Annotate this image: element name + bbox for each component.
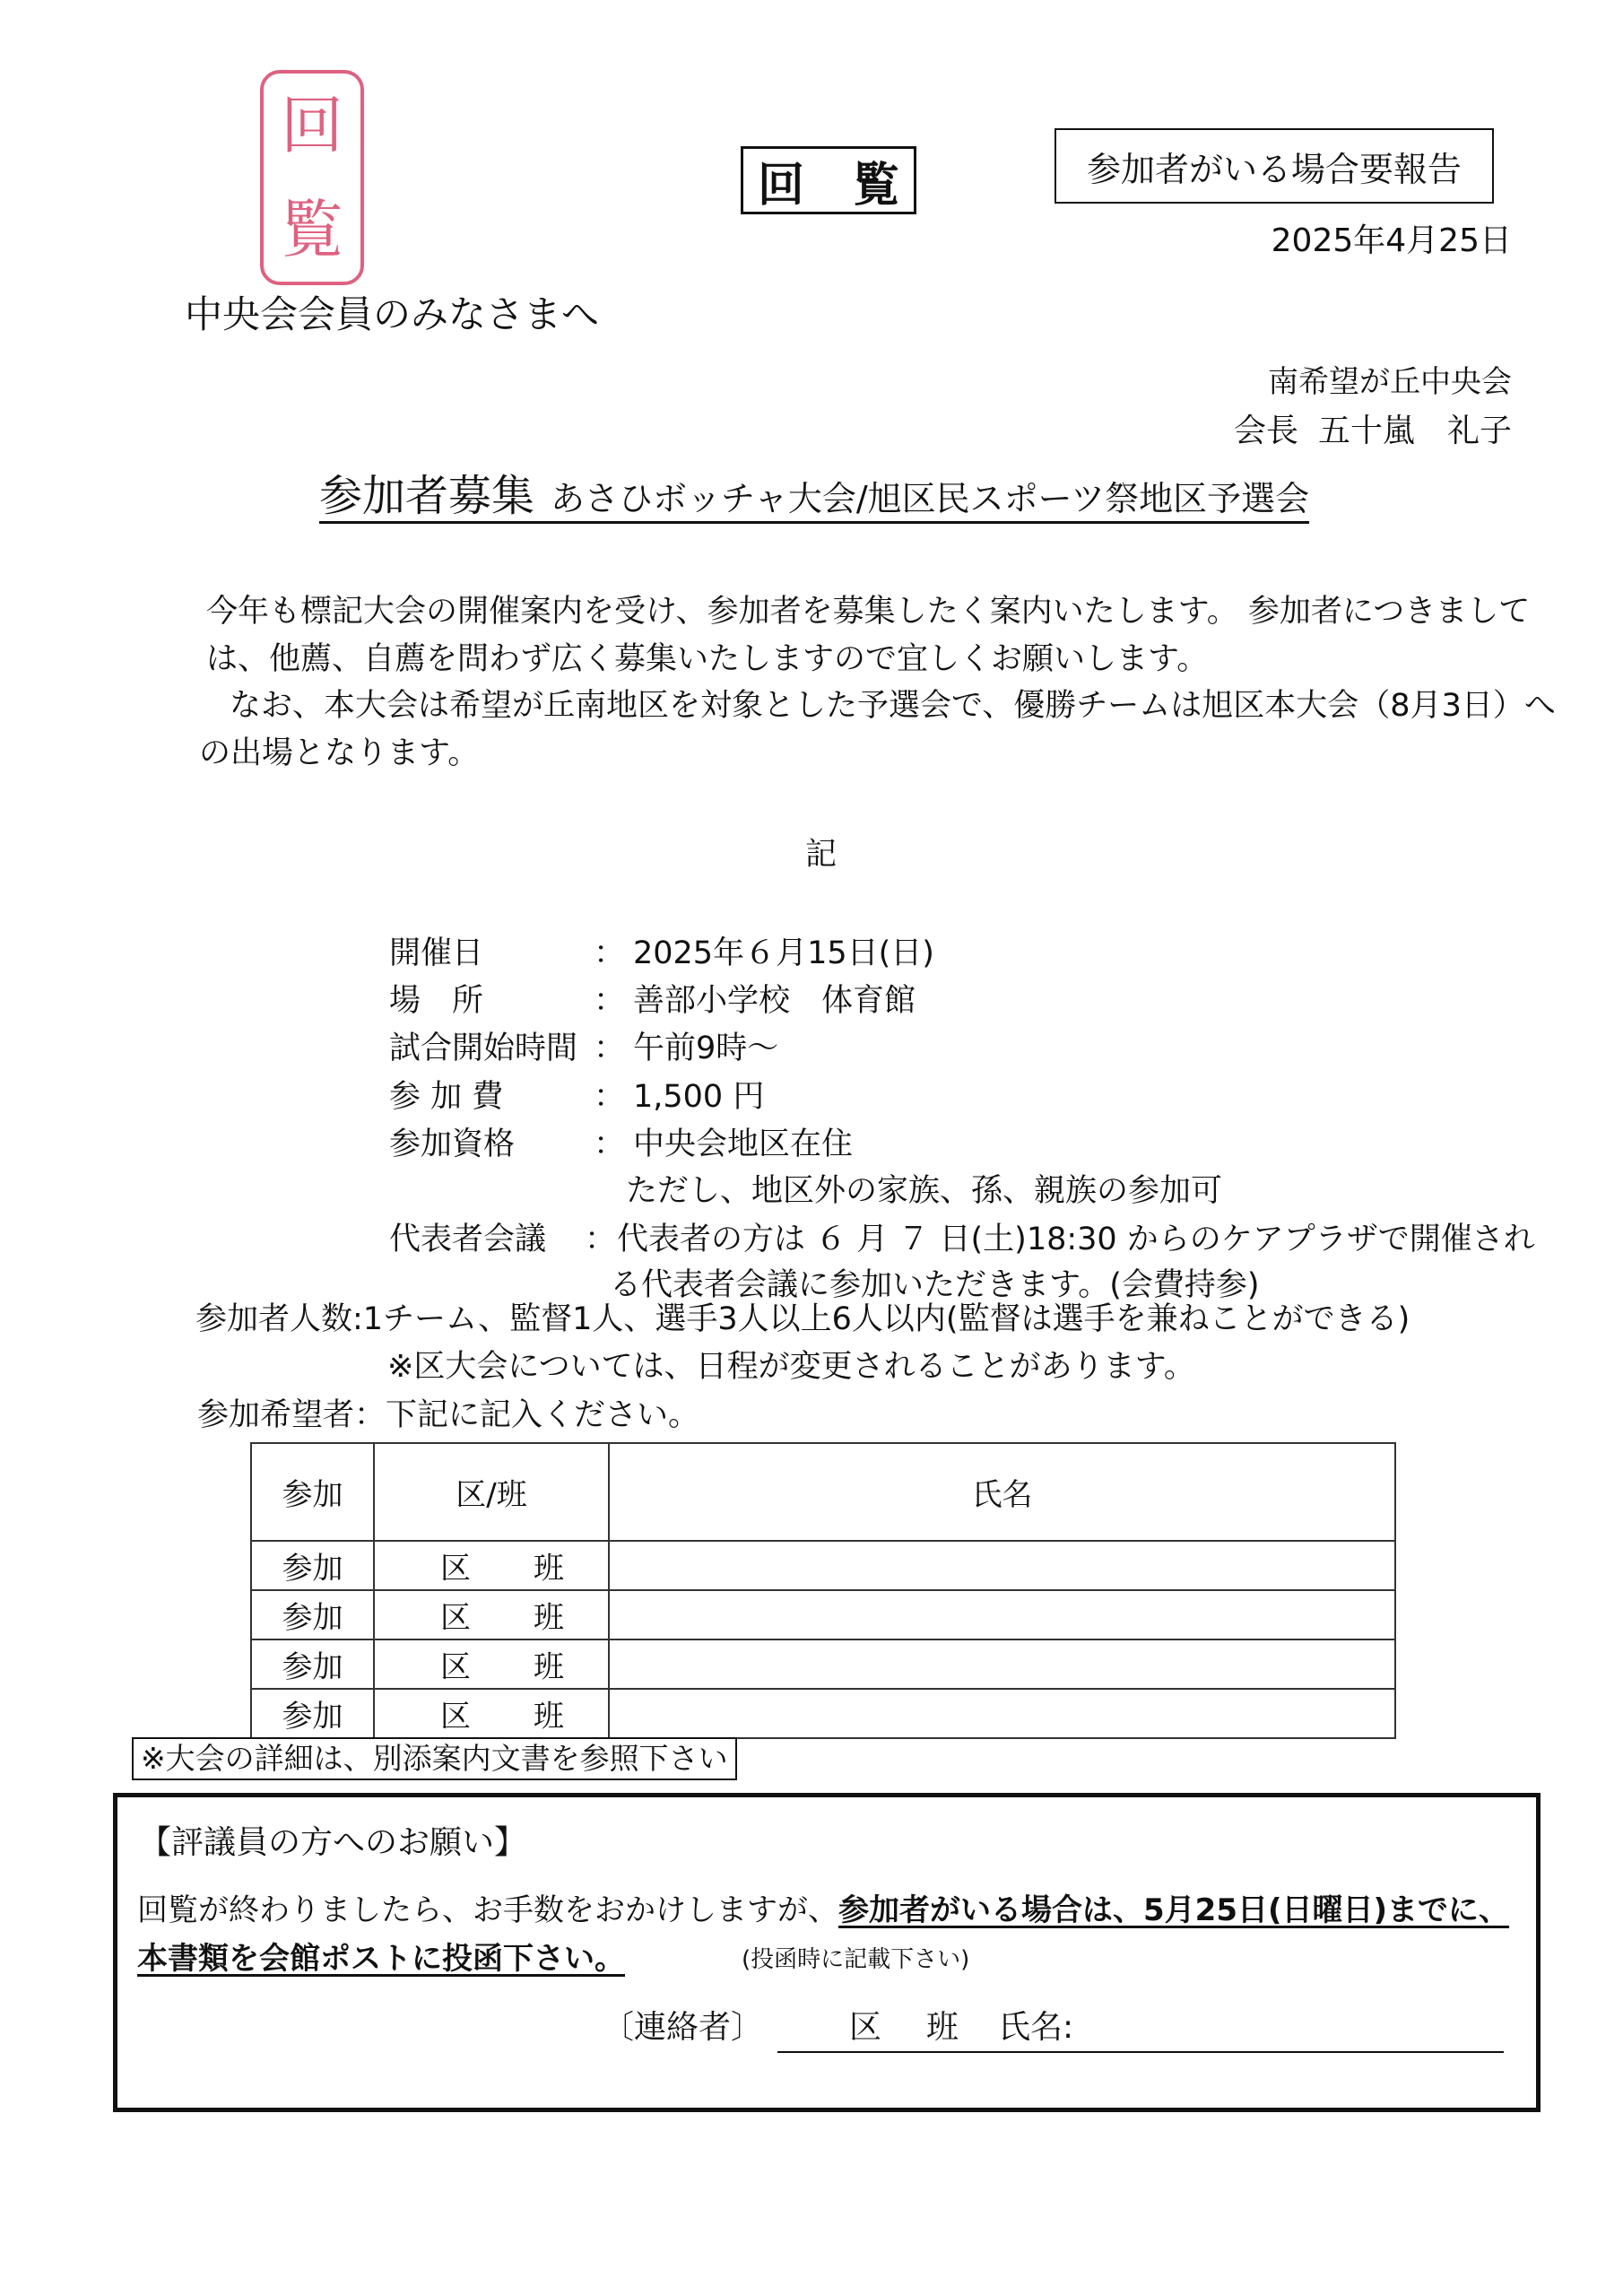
detail-colon: ：	[594, 1031, 626, 1066]
entry-table	[250, 1442, 1396, 1739]
detail-label-date: 開催日	[389, 935, 484, 971]
request-line-2: 本書類を会館ポストに投函下さい。	[137, 1941, 625, 1977]
cell-ku-han[interactable]	[374, 1590, 609, 1639]
detail-colon: ：	[585, 1222, 617, 1257]
contact-label: 〔連絡者〕	[602, 2009, 764, 2046]
cell-sanka: 参加	[251, 1639, 374, 1689]
organization-name: 南希望が丘中央会	[1268, 364, 1512, 400]
title-sub: あさひボッチャ大会/旭区民スポーツ祭地区予選会	[551, 479, 1310, 518]
cell-name[interactable]	[609, 1689, 1395, 1738]
contact-ku: 区	[849, 2009, 882, 2046]
stamp-char-2: 覧	[281, 193, 343, 266]
detail-value-eligibility: 中央会地区在住	[633, 1126, 854, 1162]
table-row	[251, 1639, 1395, 1689]
header-ku-han: 区/班	[374, 1443, 609, 1541]
councilor-request-box	[113, 1793, 1541, 2112]
kairan-char-2: 覧	[852, 158, 899, 213]
report-required-label: 参加者がいる場合要報告	[1086, 149, 1462, 189]
request-line-1a: 回覧が終わりましたら、お手数をおかけしますが、	[137, 1892, 838, 1928]
cell-sanka: 参加	[251, 1689, 374, 1738]
detail-label-meeting: 代表者会議	[389, 1222, 547, 1257]
detail-colon: ：	[594, 935, 626, 971]
detail-value-fee: 1,500 円	[633, 1079, 765, 1115]
request-deadline: 参加者がいる場合は、5月25日(日曜日)までに、	[838, 1892, 1510, 1928]
han-label: 班	[534, 1600, 564, 1636]
document-title	[319, 472, 1309, 524]
cell-sanka: 参加	[251, 1590, 374, 1639]
cell-ku-han[interactable]	[374, 1541, 609, 1590]
cell-name[interactable]	[609, 1639, 1395, 1689]
ku-label: 区	[440, 1600, 471, 1636]
han-label: 班	[534, 1551, 564, 1587]
cell-name[interactable]	[609, 1541, 1395, 1590]
title-main: 参加者募集	[319, 471, 535, 521]
body-line-2: は、他薦、自薦を問わず広く募集いたしますので宜しくお願いします。	[206, 641, 1209, 677]
detail-label-start-time: 試合開始時間	[389, 1031, 578, 1066]
cell-ku-han[interactable]	[374, 1639, 609, 1689]
entry-instruction: 参加希望者：下記に記入ください。	[197, 1397, 700, 1433]
issue-date: 2025年4月25日	[1271, 222, 1512, 259]
detail-value-date: 2025年６月15日(日)	[633, 935, 934, 971]
body-line-3: なお、本大会は希望が丘南地区を対象とした予選会で、優勝チームは旭区本大会（8月3日）へ	[230, 688, 1556, 724]
detail-value-meeting: 代表者の方は ６ 月 ７ 日(土)18:30 からのケアプラザで開催され	[617, 1222, 1535, 1257]
detail-value-start-time: 午前9時～	[633, 1031, 779, 1066]
detail-colon: ：	[594, 1079, 626, 1115]
kairan-heading	[741, 146, 916, 214]
detail-colon: ：	[594, 983, 626, 1019]
detail-colon: ：	[594, 1126, 626, 1162]
ku-label: 区	[440, 1649, 471, 1685]
request-line-1	[137, 1885, 1509, 1929]
request-heading: 【評議員の方へのお願い】	[139, 1824, 527, 1861]
header-name: 氏名	[609, 1443, 1395, 1541]
contact-han: 班	[926, 2009, 959, 2046]
ku-label: 区	[440, 1699, 471, 1735]
kairan-char-1: 回	[758, 158, 805, 213]
details-reference-note: ※大会の詳細は、別添案内文書を参照下さい	[132, 1737, 737, 1780]
table-row	[251, 1590, 1395, 1639]
body-line-4: の出場となります。	[199, 735, 480, 771]
table-row	[251, 1541, 1395, 1590]
chair-title: 会長	[1233, 413, 1298, 449]
schedule-change-note: ※区大会については、日程が変更されることがあります。	[387, 1349, 1195, 1385]
detail-value-meeting-2: る代表者会議に参加いただきます。(会費持参)	[610, 1267, 1260, 1303]
table-row	[251, 1689, 1395, 1738]
contact-name-label: 氏名:	[998, 2009, 1074, 2046]
table-header-row	[251, 1443, 1395, 1541]
ku-label: 区	[440, 1551, 471, 1587]
detail-label-venue: 場 所	[389, 983, 484, 1019]
detail-label-eligibility: 参加資格	[389, 1126, 516, 1162]
cell-ku-han[interactable]	[374, 1689, 609, 1738]
body-line-1: 今年も標記大会の開催案内を受け、参加者を募集したく案内いたします。 参加者につきまして	[206, 594, 1531, 630]
cell-sanka: 参加	[251, 1541, 374, 1590]
detail-label-fee: 参 加 費	[389, 1079, 504, 1115]
contact-field[interactable]	[777, 2002, 1504, 2053]
detail-value-eligibility-note: ただし、地区外の家族、孫、親族の参加可	[626, 1173, 1223, 1209]
ki-heading: 記	[805, 837, 838, 873]
chair-name: 五十嵐 礼子	[1317, 413, 1512, 449]
recipient-line: 中央会会員のみなさまへ	[185, 292, 600, 336]
detail-value-venue: 善部小学校 体育館	[633, 983, 916, 1019]
kairan-stamp	[260, 70, 364, 285]
request-hint: (投函時に記載下さい)	[742, 1946, 970, 1973]
cell-name[interactable]	[609, 1590, 1395, 1639]
chair-line	[1234, 405, 1512, 451]
han-label: 班	[534, 1649, 564, 1685]
han-label: 班	[534, 1699, 564, 1735]
participants-count: 参加者人数:1チーム、監督1人、選手3人以上6人以内(監督は選手を兼ねことができる)	[195, 1301, 1410, 1337]
header-sanka: 参加	[251, 1443, 374, 1541]
stamp-char-1: 回	[281, 89, 343, 162]
report-required-box	[1055, 128, 1494, 204]
